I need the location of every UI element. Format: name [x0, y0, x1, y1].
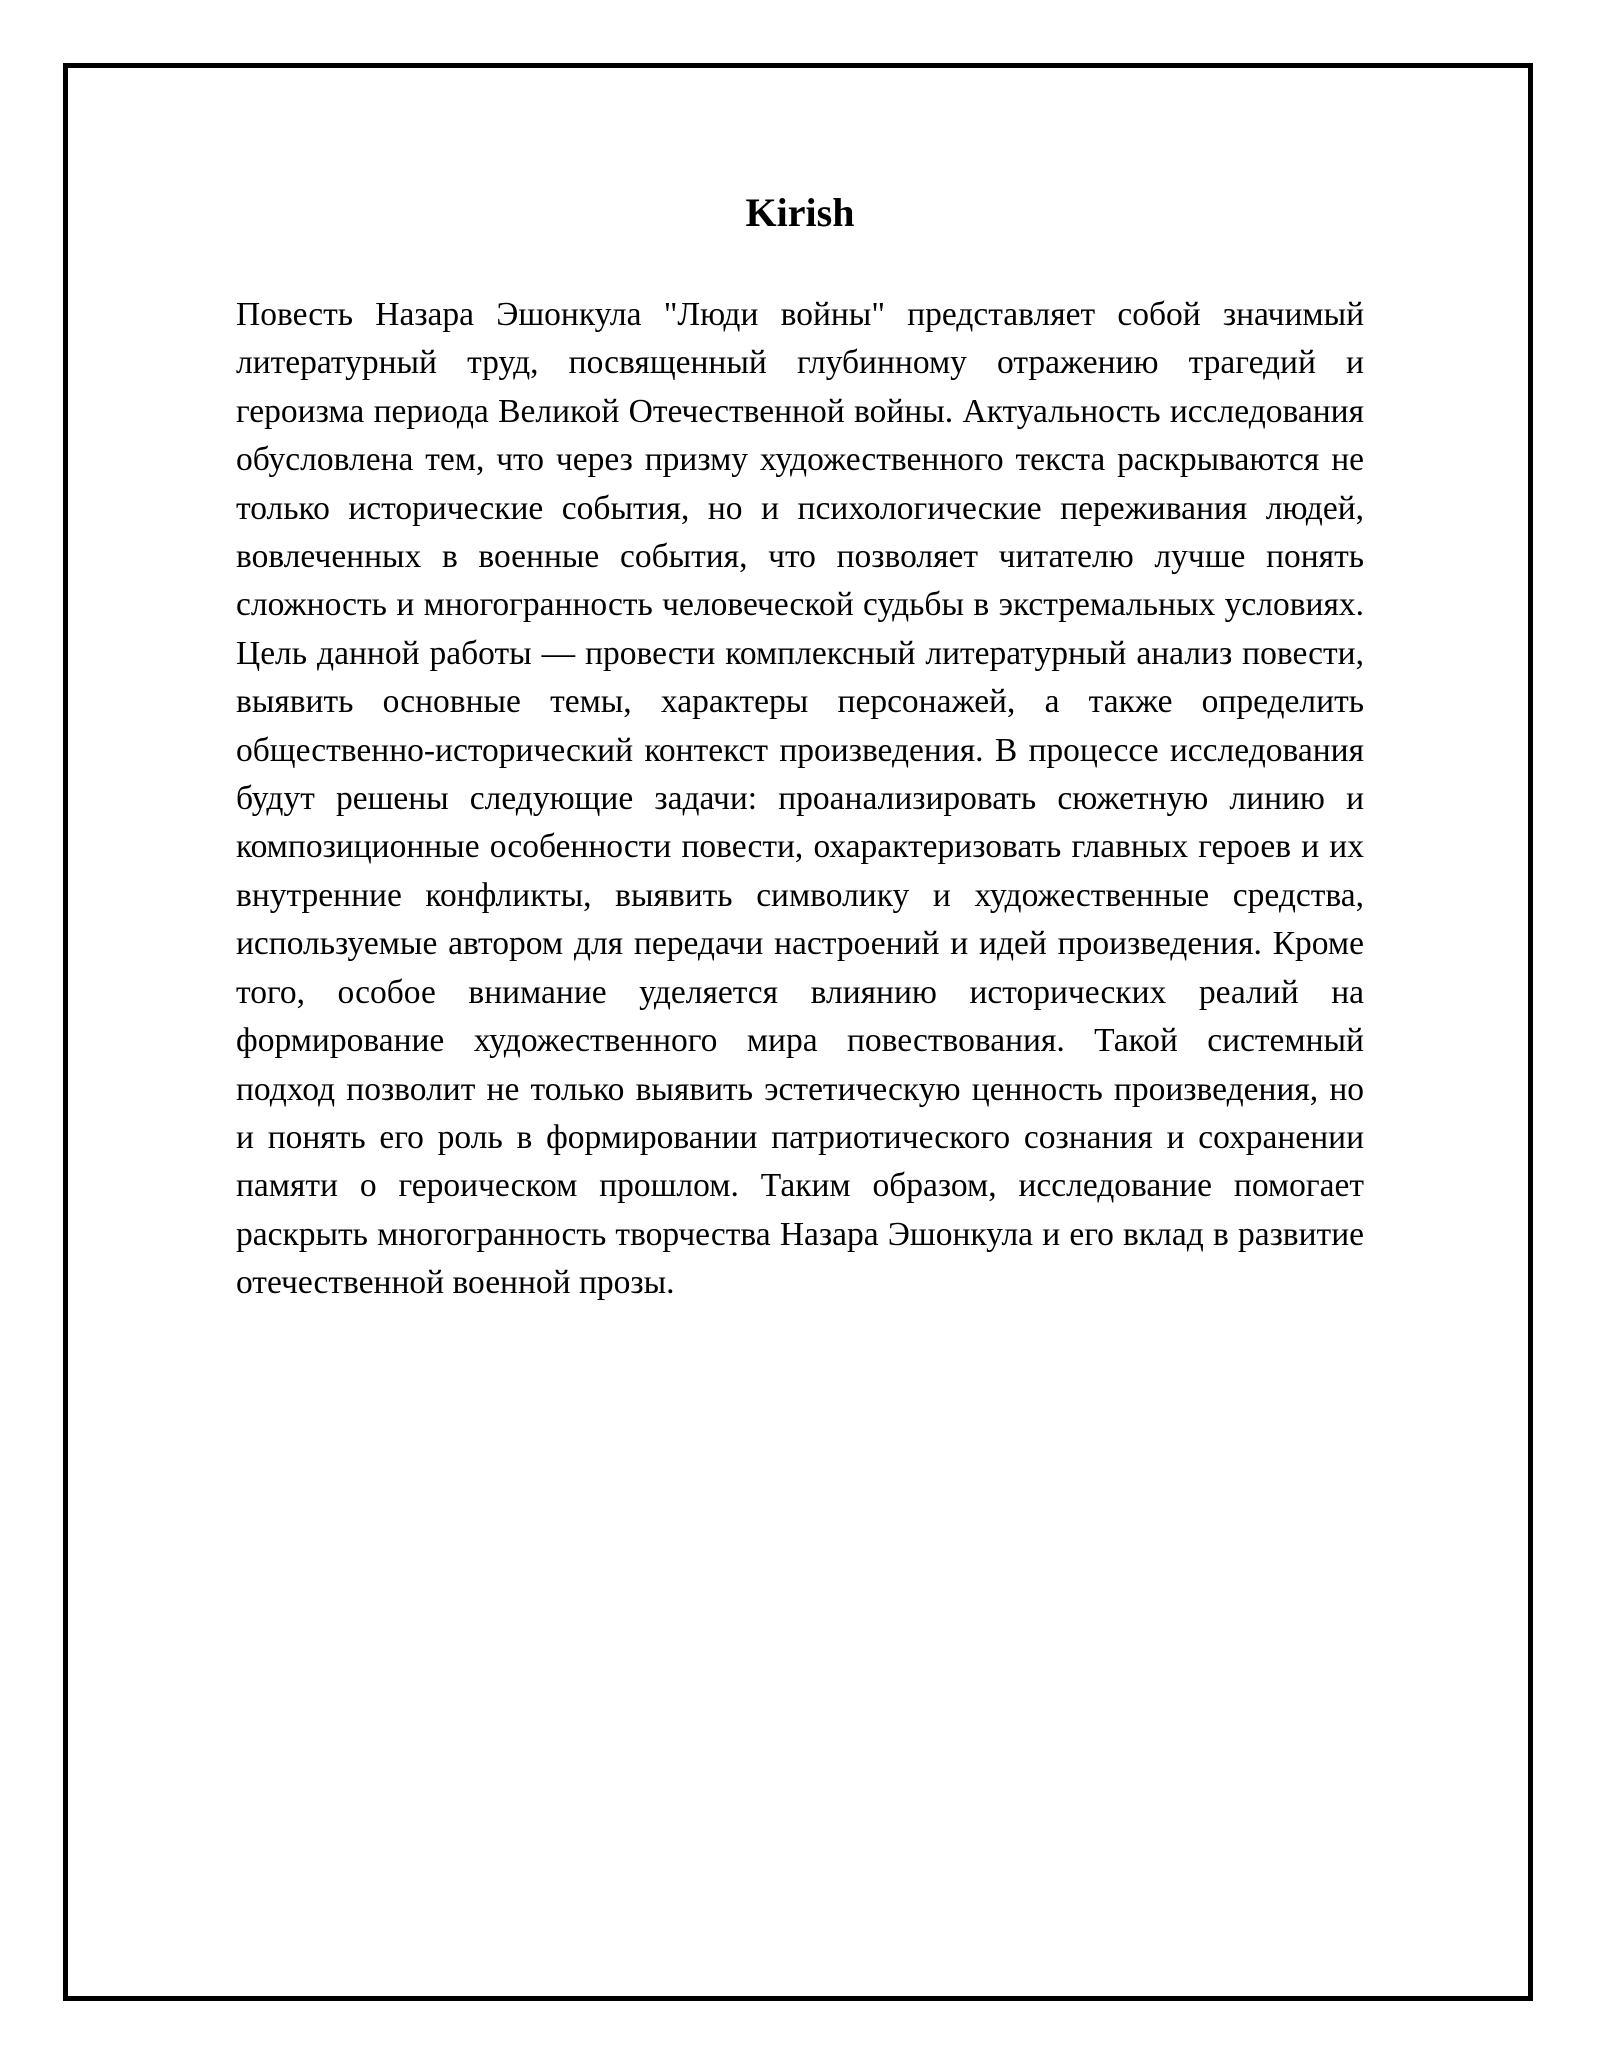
body-paragraph: Повесть Назара Эшонкула "Люди войны" представляет собой значимый литературный труд, посвященный глубинному отражению трагедий и героизма периода Великой Отечественной войны. Актуальность исследования обусловлена тем, что через призму художественного текста раскрываются не только исторические события, но и психологические переживания людей, вовлеченных в военные события, что позволяет читателю лучше понять сложность и многогранность человеческой судьбы в экстремальных условиях. Цель данной работы — провести комплексный литературный анализ повести, выявить основные темы, характеры персонажей, а также определить общественно-исторический контекст произведения. В процессе исследования будут решены следующие задачи: проанализировать сюжетную линию и композиционные особенности повести, охарактеризовать главных героев и их внутренние конфликты, выявить символику и художественные средства, используемые автором для передачи настроений и идей произведения. Кроме того, особое внимание уделяется влиянию исторических реалий на формирование художественного мира повествования. Такой системный подход позволит не только выявить эстетическую ценность произведения, но и понять его роль в формировании патриотического сознания и сохранении памяти о героическом прошлом. Таким образом, исследование помогает раскрыть многогранность творчества Назара Эшонкула и его вклад в развитие отечественной военной прозы. [236, 296, 1364, 1302]
page-title: Kirish [745, 190, 855, 235]
